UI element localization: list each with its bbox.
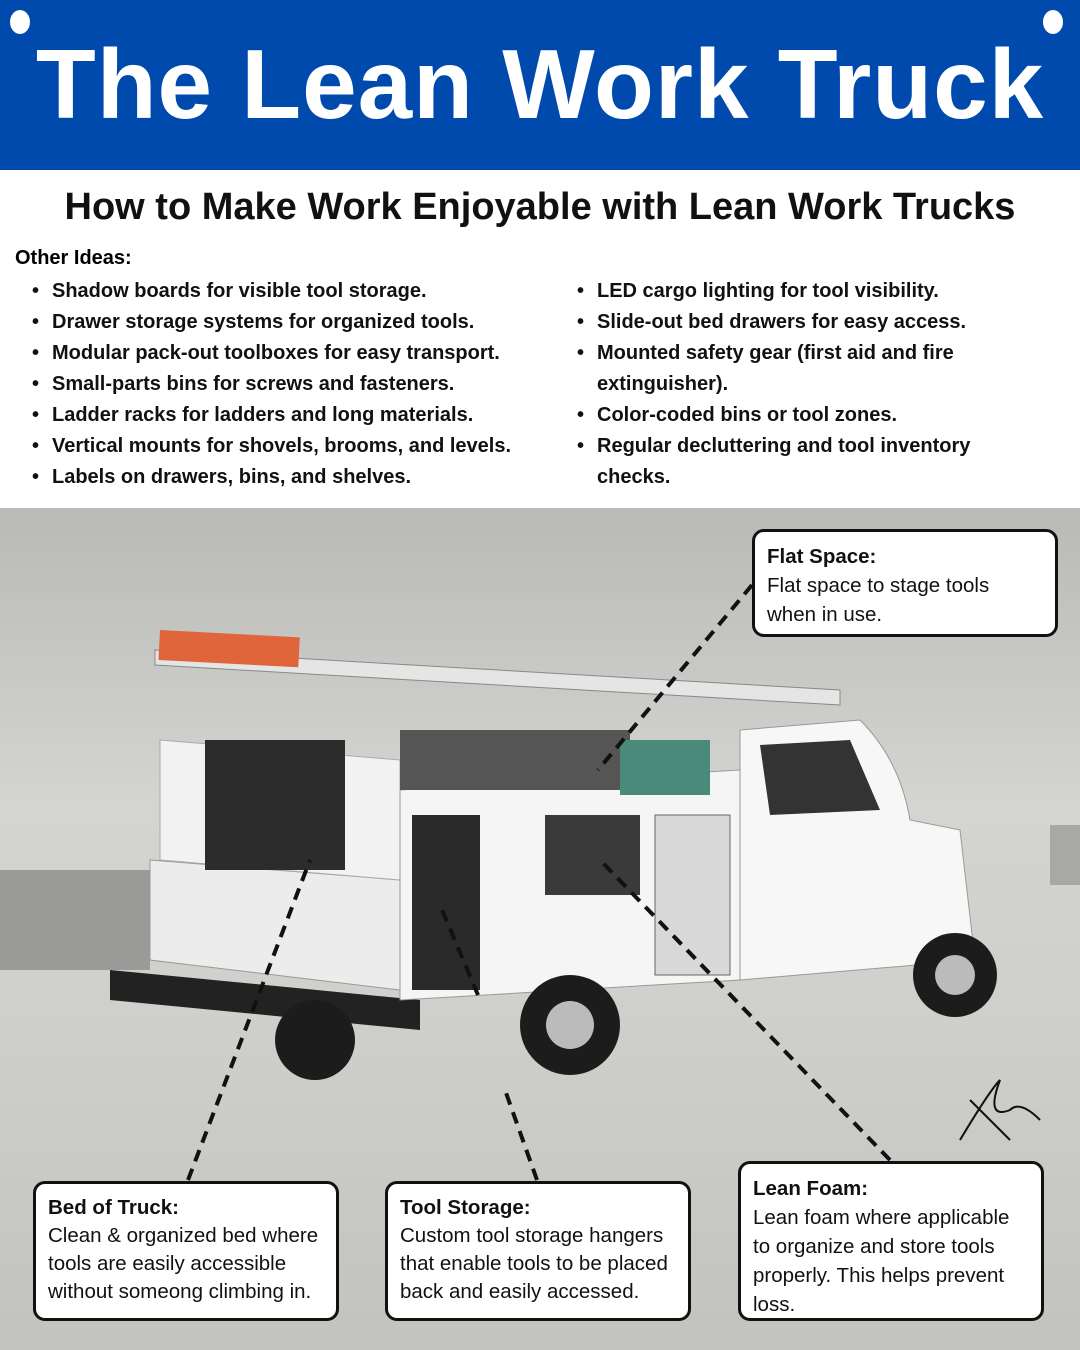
list-item: • Color-coded bins or tool zones. [565, 400, 1015, 431]
shadow-board [205, 740, 345, 870]
toolboxes [620, 740, 710, 795]
list-item: • LED cargo lighting for tool visibility. [565, 276, 1015, 307]
list-item: • Labels on drawers, bins, and shelves. [20, 462, 565, 493]
page-subtitle: How to Make Work Enjoyable with Lean Work Trucks [64, 186, 1016, 228]
tool-hangers [412, 815, 480, 990]
callout-lean-foam [738, 1161, 1044, 1321]
list-item: • Slide-out bed drawers for easy access. [565, 307, 1015, 338]
callout-title: Tool Storage: [400, 1196, 531, 1219]
ideas-heading: Other Ideas: [15, 247, 132, 269]
list-item: • Shadow boards for visible tool storage. [20, 276, 565, 307]
wheel [275, 1000, 355, 1080]
callout-text: Flat space to stage tools when in use. [767, 574, 990, 626]
ideas-list-left [20, 276, 565, 493]
page-title: The Lean Work Truck [35, 29, 1045, 139]
cabinet [1050, 825, 1080, 885]
list-item: • Small-parts bins for screws and fasteners. [20, 369, 565, 400]
callout-text: Lean foam where applicable to organize and store tools properly. This helps prevent loss. [753, 1206, 1010, 1316]
list-item: • Ladder racks for ladders and long materials. [20, 400, 565, 431]
signature [960, 1080, 1040, 1140]
storage-line [505, 1090, 537, 1180]
list-item: • Regular decluttering and tool inventory checks. [565, 431, 1015, 493]
list-item: • Modular pack-out toolboxes for easy transport. [20, 338, 565, 369]
drawer-unit [655, 815, 730, 975]
title-banner [0, 0, 1080, 170]
workbench [0, 870, 150, 970]
bin-rack [400, 730, 630, 790]
callout-text: Clean & organized bed where tools are easily accessible without someong climbing in. [48, 1224, 319, 1303]
compartment [545, 815, 640, 895]
callout-tool-storage [385, 1181, 691, 1321]
list-item: • Mounted safety gear (first aid and fire extinguisher). [565, 338, 1015, 400]
hubcap [546, 1001, 594, 1049]
callout-title: Lean Foam: [753, 1177, 869, 1200]
callout-text: Custom tool storage hangers that enable tools to be placed back and easily accessed. [400, 1224, 668, 1303]
truck-bed [150, 860, 400, 990]
list-item: • Drawer storage systems for organized tools. [20, 307, 565, 338]
callout-bed [33, 1181, 339, 1321]
ideas-list-right [565, 276, 1015, 493]
list-item: • Vertical mounts for shovels, brooms, and levels. [20, 431, 565, 462]
callout-flat-space [752, 529, 1058, 637]
hubcap [935, 955, 975, 995]
callout-title: Bed of Truck: [48, 1196, 179, 1219]
callout-title: Flat Space: [767, 545, 877, 568]
